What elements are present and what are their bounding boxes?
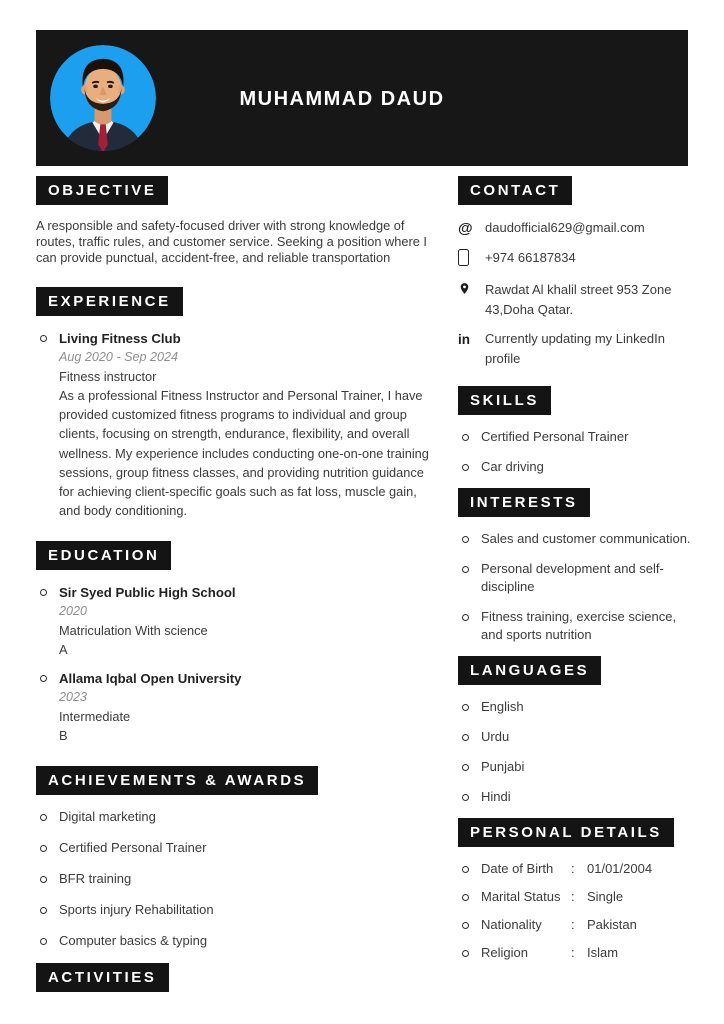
detail-colon: :: [571, 917, 575, 932]
detail-colon: :: [571, 861, 575, 876]
interest-item: Sales and customer communication.: [462, 530, 698, 548]
contact-email: daudofficial629@gmail.com: [485, 220, 645, 235]
experience-org: Living Fitness Club: [59, 331, 181, 346]
detail-label: Nationality: [481, 917, 542, 932]
experience-role: Fitness instructor: [59, 369, 157, 384]
education-grade: A: [59, 642, 68, 658]
interest-item: Personal development and self-discipline: [462, 560, 698, 596]
education-program: Matriculation With science: [59, 623, 208, 639]
section-title-achievements: ACHIEVEMENTS & AWARDS: [36, 766, 318, 795]
personal-detail-row: [462, 916, 698, 934]
skill-item: Car driving: [462, 458, 698, 476]
section-title-objective: OBJECTIVE: [36, 176, 168, 205]
bullet-icon: [40, 589, 47, 596]
detail-value: Pakistan: [587, 917, 637, 932]
interests-list: [458, 530, 698, 644]
objective-text: A responsible and safety-focused driver with strong knowledge of routes, traffic rules, and customer service. Seeking a position where I can provide punctual, accident-free, and reliable transportation: [36, 218, 427, 265]
section-title-languages: LANGUAGES: [458, 656, 601, 685]
detail-colon: :: [571, 945, 575, 960]
achievements-list: [36, 808, 434, 950]
education-year: 2023: [59, 690, 88, 705]
contact-email-row: [458, 218, 698, 239]
linkedin-icon: in: [458, 332, 470, 347]
bullet-icon: [40, 675, 47, 682]
contact-linkedin: Currently updating my LinkedIn profile: [485, 331, 665, 366]
section-title-experience: EXPERIENCE: [36, 287, 183, 316]
detail-label: Date of Birth: [481, 861, 554, 876]
header-banner: [36, 30, 688, 166]
detail-value: Single: [587, 889, 624, 904]
contact-linkedin-row: [458, 329, 698, 369]
personal-detail-row: [462, 860, 698, 878]
language-item: Punjabi: [462, 758, 698, 776]
section-title-interests: INTERESTS: [458, 488, 590, 517]
map-pin-icon: [458, 280, 485, 320]
experience-entry: [40, 329, 434, 520]
section-title-personal-details: PERSONAL DETAILS: [458, 818, 674, 847]
contact-phone: +974 66187834: [485, 250, 576, 265]
candidate-name: MUHAMMAD DAUD: [239, 88, 445, 110]
education-year: 2020: [59, 604, 88, 619]
detail-value: 01/01/2004: [587, 861, 653, 876]
achievement-item: Digital marketing: [40, 808, 434, 826]
languages-list: [458, 698, 698, 806]
detail-label: Marital Status: [481, 889, 561, 904]
section-title-activities: ACTIVITIES: [36, 963, 169, 992]
achievement-item: Computer basics & typing: [40, 932, 434, 950]
achievement-item: Certified Personal Trainer: [40, 839, 434, 857]
personal-detail-row: [462, 888, 698, 906]
education-school: Allama Iqbal Open University: [59, 671, 242, 687]
detail-colon: :: [571, 889, 575, 904]
left-column: [36, 176, 434, 1005]
content-columns: [36, 176, 698, 1005]
interest-item: Fitness training, exercise science, and sports nutrition: [462, 608, 698, 644]
section-title-skills: SKILLS: [458, 386, 551, 415]
contact-address: Rawdat Al khalil street 953 Zone 43,Doha Qatar.: [485, 282, 672, 317]
education-grade: B: [59, 728, 68, 744]
language-item: Hindi: [462, 788, 698, 806]
education-entry: [40, 669, 434, 745]
detail-label: Religion: [481, 945, 528, 960]
experience-description: As a professional Fitness Instructor and Personal Trainer, I have provided customized fitness programs to individual and group clients, focusing on strength, endurance, flexibility, and overall wellness. My experience includes conducting one-on-one training sessions, group fitness classes, and providing nutrition guidance for achieving client-specific goals such as fat loss, muscle gain, and body conditioning.: [59, 388, 429, 519]
language-item: English: [462, 698, 698, 716]
education-program: Intermediate: [59, 709, 131, 725]
right-column: [458, 176, 698, 1005]
experience-dates: Aug 2020 - Sep 2024: [59, 350, 179, 364]
achievement-item: Sports injury Rehabilitation: [40, 901, 434, 919]
bullet-icon: [40, 335, 47, 342]
achievement-item: BFR training: [40, 870, 434, 888]
education-entry: [40, 583, 434, 659]
personal-detail-row: [462, 944, 698, 962]
section-title-education: EDUCATION: [36, 541, 171, 570]
skill-item: Certified Personal Trainer: [462, 428, 698, 446]
mobile-phone-icon: [458, 248, 485, 271]
section-title-contact: CONTACT: [458, 176, 572, 205]
contact-phone-row: [458, 248, 698, 271]
language-item: Urdu: [462, 728, 698, 746]
contact-address-row: [458, 280, 698, 320]
education-school: Sir Syed Public High School: [59, 585, 236, 601]
skills-list: [458, 428, 698, 476]
detail-value: Islam: [587, 945, 619, 960]
at-icon: @: [458, 220, 473, 237]
